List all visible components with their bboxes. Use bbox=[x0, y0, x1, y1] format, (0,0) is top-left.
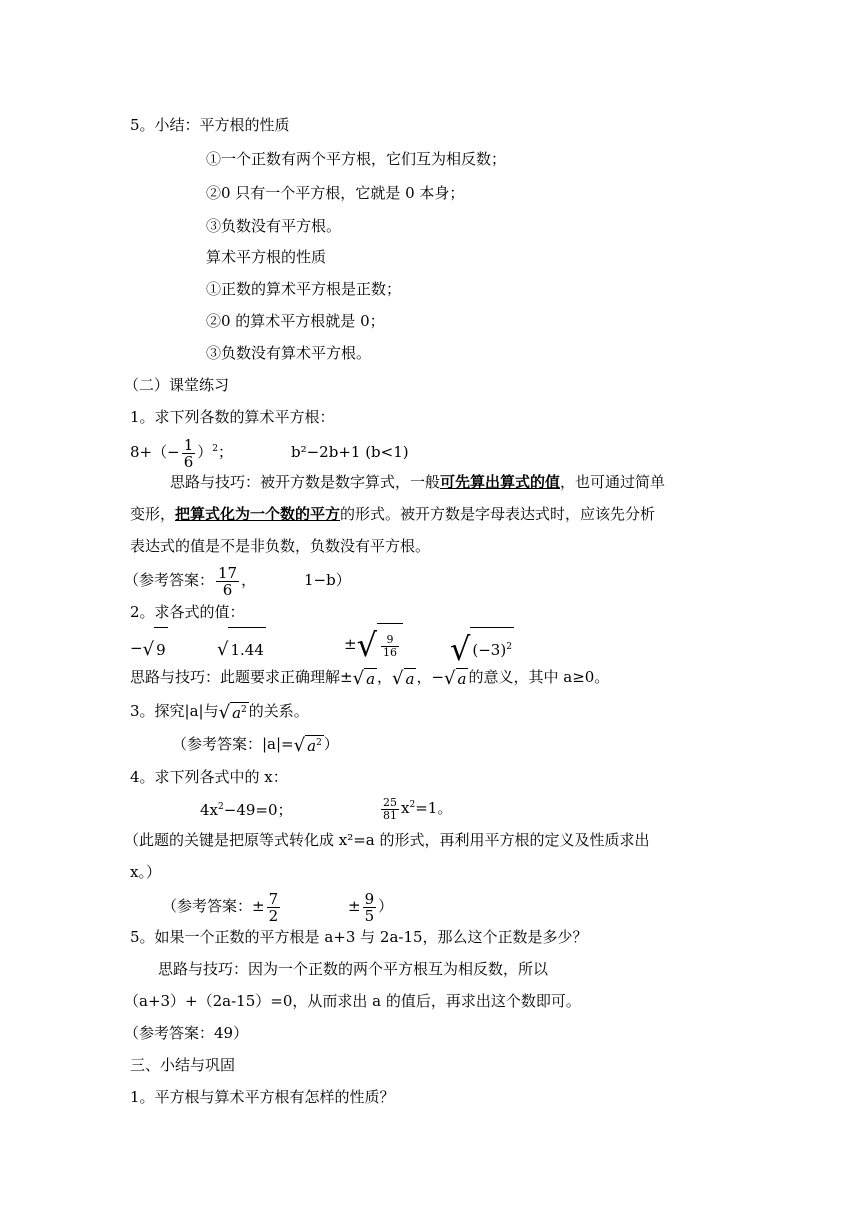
hint-line bbox=[130, 667, 609, 689]
hint-text: ，− bbox=[416, 668, 445, 686]
exercise-title: 5。如果一个正数的平方根是 a+3 与 2a-15，那么这个正数是多少？ bbox=[130, 928, 588, 946]
math-expression bbox=[450, 626, 514, 670]
answer-text: （参考答案：± bbox=[162, 897, 265, 915]
math-expression bbox=[344, 622, 403, 666]
minus-sign: − bbox=[130, 639, 143, 657]
radical: √ $a^2$ bbox=[218, 701, 247, 723]
equation-text: =1。 bbox=[415, 799, 453, 817]
expr-text: 8+（− bbox=[130, 443, 180, 461]
equation-text: x bbox=[401, 799, 410, 817]
hint-line bbox=[130, 504, 655, 524]
property-line: ③负数没有平方根。 bbox=[206, 217, 342, 235]
answer-line bbox=[172, 734, 339, 756]
equation bbox=[379, 788, 452, 828]
property-line: ①正数的算术平方根是正数； bbox=[206, 280, 402, 298]
radicand: a bbox=[366, 669, 376, 688]
section-heading: 三、小结与巩固 bbox=[130, 1056, 236, 1074]
hint-text: ，也可通过简单 bbox=[560, 473, 666, 491]
property-line: ①一个正数有两个平方根，它们互为相反数； bbox=[206, 150, 507, 168]
hint-line: 思路与技巧：因为一个正数的两个平方根互为相反数，所以 bbox=[158, 960, 549, 978]
answer-text: （参考答案：|a|= bbox=[172, 735, 294, 753]
fraction-denominator: 5 bbox=[364, 906, 375, 925]
note-line: x。） bbox=[130, 863, 161, 881]
hint-line: （a+3）+（2a-15）=0，从而求出 a 的值后，再求出这个数即可。 bbox=[124, 992, 581, 1010]
exercise-title: 2。求各式的值： bbox=[130, 603, 245, 621]
fraction-numerator: 9 bbox=[381, 634, 399, 647]
math-expression bbox=[217, 626, 266, 670]
answer-text: ） bbox=[378, 897, 394, 915]
radicand: a bbox=[405, 669, 415, 688]
hint-text: 的意义，其中 a≥0。 bbox=[468, 668, 610, 686]
property-line: ②0 只有一个平方根，它就是 0 本身； bbox=[206, 184, 465, 202]
answer-text: ） bbox=[323, 735, 339, 753]
answer-line: （参考答案：49） bbox=[124, 1024, 249, 1042]
fraction-numerator: 25 bbox=[383, 795, 397, 809]
exercise-title: 1。求下列各数的算术平方根： bbox=[130, 408, 335, 426]
property-line: ②0 的算术平方根就是 0； bbox=[206, 312, 385, 330]
fraction-numerator: 7 bbox=[268, 889, 279, 908]
plus-minus-sign: ± bbox=[344, 635, 357, 653]
property-line: ③负数没有算术平方根。 bbox=[206, 344, 372, 362]
question-line: 1。平方根与算术平方根有怎样的性质？ bbox=[130, 1088, 395, 1106]
hint-text: 思路与技巧：被开方数是数字算式，一般 bbox=[170, 473, 441, 491]
equation-text: −49=0； bbox=[223, 801, 293, 819]
radicand: a bbox=[457, 669, 467, 688]
fraction-numerator: 17 bbox=[218, 563, 238, 582]
fraction-numerator: 1 bbox=[183, 435, 194, 454]
exponent: 2 bbox=[218, 802, 224, 812]
answer-text: （参考答案： bbox=[124, 571, 215, 589]
expr-text: ； bbox=[217, 443, 233, 461]
answer-line bbox=[348, 886, 393, 926]
hint-text: ， bbox=[377, 668, 393, 686]
exercise-title: 4。求下列各式中的 x： bbox=[130, 768, 288, 786]
exponent: 2 bbox=[212, 444, 218, 454]
answer-line bbox=[162, 886, 282, 926]
exercise-text: 3。探究|a|与 bbox=[130, 702, 219, 720]
hint-text: 的形式。被开方数是字母表达式时，应该先分析 bbox=[340, 505, 656, 523]
equation bbox=[200, 800, 293, 820]
hint-line bbox=[170, 472, 665, 492]
summary-heading: 5。小结：平方根的性质 bbox=[130, 116, 290, 134]
exponent: 2 bbox=[241, 704, 247, 715]
radical: √ $(-3)^2$ bbox=[450, 626, 514, 672]
fraction-denominator: 6 bbox=[222, 580, 233, 599]
hint-line: 表达式的值是不是非负数，负数没有平方根。 bbox=[130, 537, 431, 555]
expr-text: ） bbox=[197, 443, 213, 461]
fraction-denominator: 6 bbox=[183, 452, 194, 471]
answer-line bbox=[124, 560, 256, 600]
radicand: 9 bbox=[154, 627, 168, 672]
radical: √ 1.44 bbox=[217, 627, 266, 672]
exercise-text: 的关系。 bbox=[248, 702, 309, 720]
note-line: （此题的关键是把原等式转化成 x²=a 的形式，再利用平方根的定义及性质求出 bbox=[124, 831, 650, 849]
exercise-expression bbox=[130, 432, 233, 472]
math-expression bbox=[130, 626, 168, 670]
exercise-expression: b²−2b+1 (b<1) bbox=[291, 443, 409, 461]
radicand: (−3) bbox=[472, 640, 507, 659]
radicand: 1.44 bbox=[228, 627, 265, 672]
hint-text: 变形， bbox=[130, 505, 176, 523]
exercise-title bbox=[130, 701, 309, 723]
answer-text: ， bbox=[241, 571, 257, 589]
radical: √ $\frac{9}{16}$ bbox=[357, 622, 403, 668]
radicand: a bbox=[232, 703, 242, 722]
answer-text: 1−b） bbox=[304, 571, 351, 589]
section-heading: （二）课堂练习 bbox=[124, 376, 230, 394]
subheading: 算术平方根的性质 bbox=[206, 248, 327, 266]
radical: √ a bbox=[392, 667, 415, 689]
hint-text: 思路与技巧：此题要求正确理解± bbox=[130, 668, 353, 686]
fraction-numerator: 9 bbox=[364, 889, 375, 908]
radicand: a bbox=[307, 736, 317, 755]
emphasis-text: 可先算出算式的值 bbox=[440, 473, 561, 491]
exponent: 2 bbox=[316, 737, 322, 748]
answer-text: ± bbox=[348, 897, 361, 915]
radical: √ a bbox=[444, 667, 467, 689]
radical: √ $a^2$ bbox=[293, 734, 322, 756]
exponent: 2 bbox=[506, 641, 512, 652]
emphasis-text: 把算式化为一个数的平方 bbox=[175, 505, 341, 523]
radical: √ 9 bbox=[143, 627, 168, 672]
fraction-denominator: 81 bbox=[383, 808, 397, 822]
equation-text: 4x bbox=[200, 801, 219, 819]
fraction-denominator: 2 bbox=[268, 906, 279, 925]
fraction-denominator: 16 bbox=[382, 646, 397, 660]
exponent: 2 bbox=[409, 800, 416, 810]
radical: √ a bbox=[352, 667, 376, 689]
